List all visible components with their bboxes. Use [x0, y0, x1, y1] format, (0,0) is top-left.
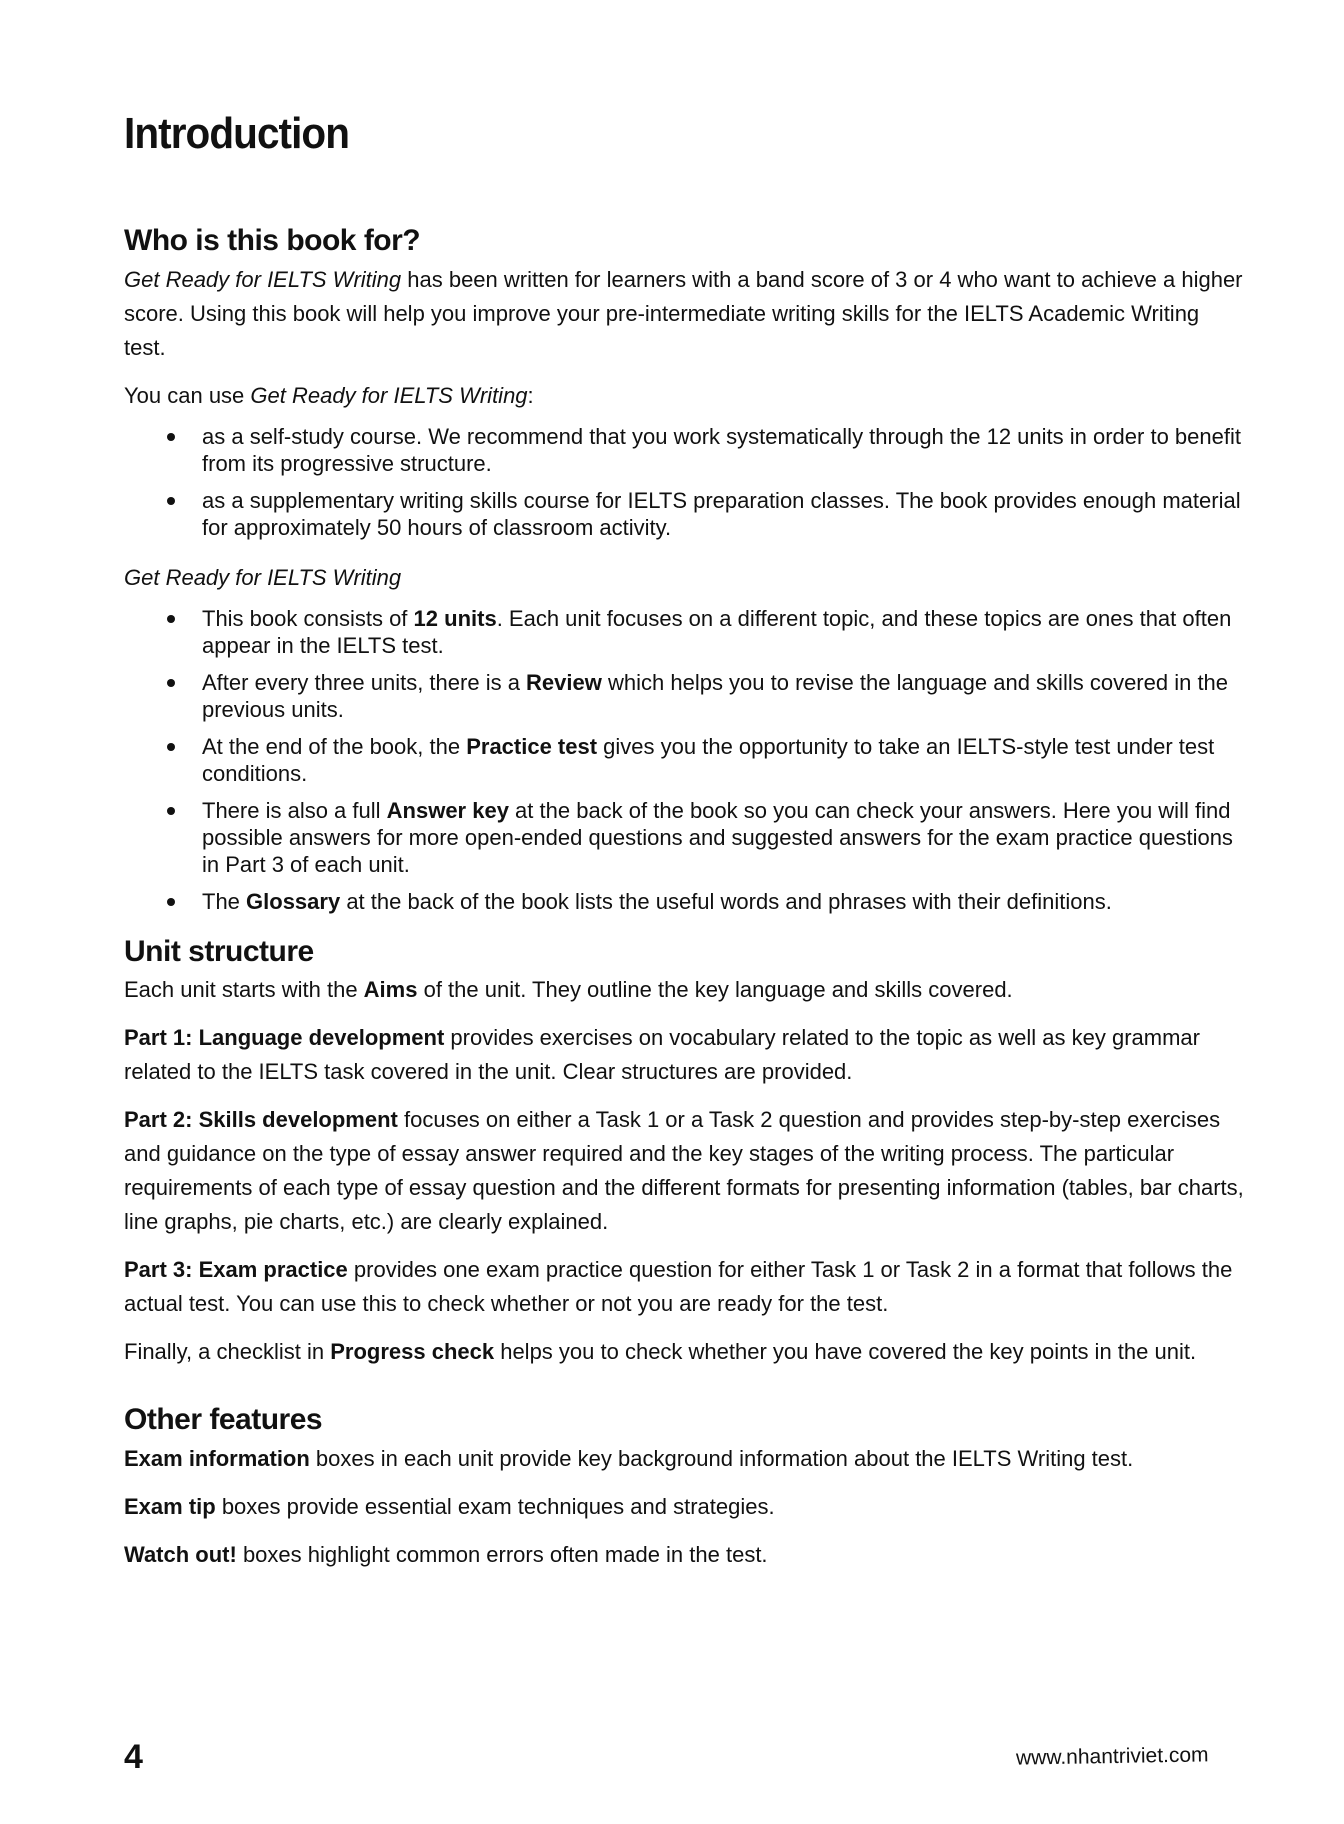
page-number: 4	[124, 1738, 143, 1776]
section-unit-structure	[124, 935, 1244, 1370]
part1-paragraph: Part 1: Language development provides exercises on vocabulary related to the topic as well as key grammar related to the IELTS task covered in the unit. Clear structures are provided.	[124, 1025, 1200, 1085]
section-heading: Other features	[124, 1403, 323, 1437]
usage-bullet-list	[124, 423, 1244, 541]
section-heading: Who is this book for?	[124, 224, 421, 258]
footer-url: www.nhantriviet.com	[1015, 1743, 1209, 1770]
intro-paragraph: Get Ready for IELTS Writing has been written for learners with a band score of 3 or 4 who want to achieve a higher score. Using this book will help you improve your pre-intermediate writing skills for the IELTS Academic Writing test.	[124, 266, 1243, 360]
bullet-icon	[167, 679, 175, 687]
part3-paragraph: Part 3: Exam practice provides one exam practice question for either Task 1 or Task 2 in a format that follows the actual test. You can use this to check whether or not you are ready for the test.	[124, 1257, 1233, 1317]
bullet-text: This book consists of 12 units. Each unit focuses on a different topic, and these topics are ones that often appear in the IELTS test.	[202, 605, 1232, 658]
bullet-item	[124, 605, 1244, 659]
bullet-item	[124, 888, 1244, 915]
bullet-text: The Glossary at the back of the book lists the useful words and phrases with their definitions.	[202, 888, 1112, 914]
book-contents-lead-in	[124, 561, 1244, 595]
part2-paragraph: Part 2: Skills development focuses on either a Task 1 or a Task 2 question and provides step-by-step exercises and guidance on the type of essay answer required and the key stages of the writing process. The particular requirements of each type of essay question and the different formats for presenting information (tables, bar charts, line graphs, pie charts, etc.) are clearly explained.	[124, 1107, 1244, 1235]
watch-out-paragraph: Watch out! boxes highlight common errors often made in the test.	[124, 1541, 768, 1567]
bullet-icon	[167, 433, 175, 441]
bullet-icon	[167, 615, 175, 623]
bullet-item	[124, 423, 1244, 477]
page-title: Introduction	[124, 109, 350, 158]
bullet-item	[124, 487, 1244, 541]
exam-information-paragraph: Exam information boxes in each unit provide key background information about the IELTS Writing test.	[124, 1445, 1134, 1471]
section-who-is-this-book-for	[124, 224, 1244, 541]
exam-tip-paragraph: Exam tip boxes provide essential exam techniques and strategies.	[124, 1493, 775, 1519]
usage-lead-in: You can use Get Ready for IELTS Writing:	[124, 382, 534, 408]
bullet-icon	[167, 898, 175, 906]
bullet-icon	[167, 497, 175, 505]
bullet-item	[124, 669, 1244, 723]
bullet-item	[124, 797, 1244, 878]
progress-check-paragraph: Finally, a checklist in Progress check helps you to check whether you have covered the key points in the unit.	[124, 1339, 1197, 1365]
book-contents-bullet-list	[124, 605, 1244, 915]
bullet-text: as a supplementary writing skills course for IELTS preparation classes. The book provides enough material for approximately 50 hours of classroom activity.	[202, 487, 1241, 540]
book-title-italic: Get Ready for IELTS Writing	[124, 564, 402, 590]
section-other-features	[124, 1403, 1244, 1572]
bullet-item	[124, 733, 1244, 787]
bullet-icon	[167, 807, 175, 815]
bullet-icon	[167, 743, 175, 751]
section-book-contents	[124, 561, 1244, 915]
bullet-text: At the end of the book, the Practice test gives you the opportunity to take an IELTS-style test under test conditions.	[202, 733, 1215, 786]
section-heading: Unit structure	[124, 934, 314, 968]
bullet-text: After every three units, there is a Review which helps you to revise the language and skills covered in the previous units.	[202, 669, 1229, 722]
bullet-text: There is also a full Answer key at the back of the book so you can check your answers. Here you will find possible answers for more open-ended questions and suggested answers for the exam practice questions in Part 3 of each unit.	[202, 797, 1233, 877]
page-content	[124, 110, 1244, 1590]
bullet-text: as a self-study course. We recommend that you work systematically through the 12 units in order to benefit from its progressive structure.	[202, 423, 1241, 476]
aims-paragraph: Each unit starts with the Aims of the unit. They outline the key language and skills covered.	[124, 977, 1013, 1003]
